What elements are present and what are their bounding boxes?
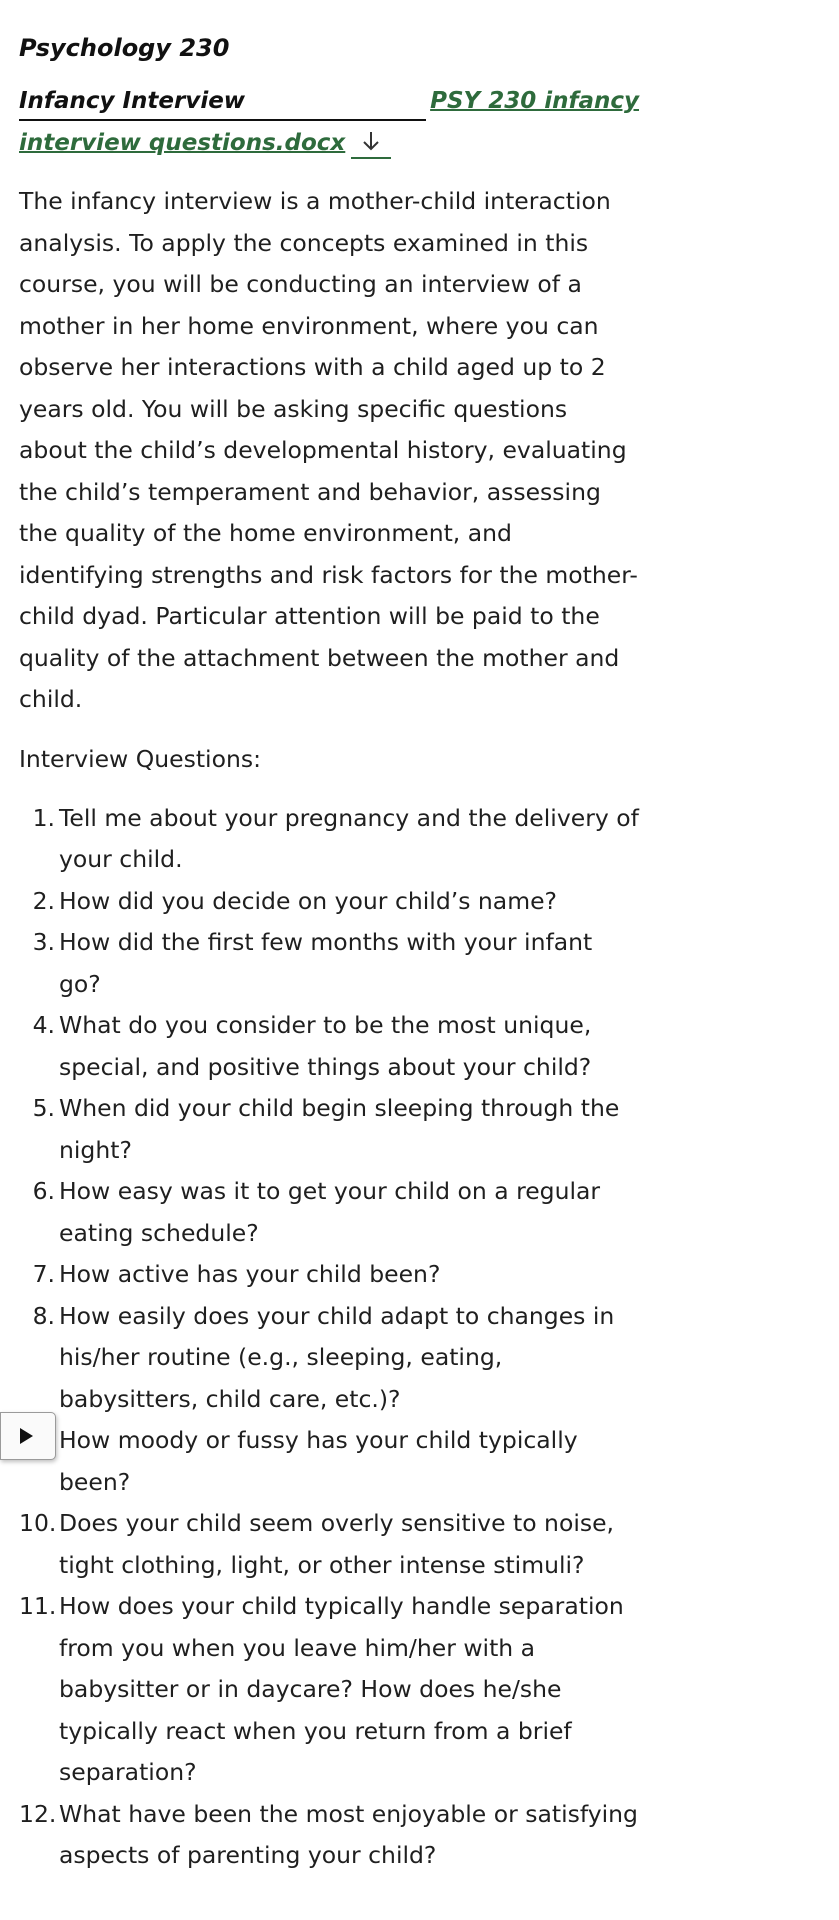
question-item <box>19 1005 639 1088</box>
question-number: 11. <box>19 1592 57 1620</box>
question-text: Does your child seem overly sensitive to noise, tight clothing, light, or other intense stimuli? <box>59 1509 615 1579</box>
play-triangle-icon <box>20 1428 33 1444</box>
course-title: Psychology 230 <box>19 34 230 62</box>
question-number: 6. <box>32 1177 55 1205</box>
question-item <box>19 1420 639 1503</box>
question-text: What have been the most enjoyable or satisfying aspects of parenting your child? <box>59 1799 638 1869</box>
download-icon[interactable] <box>351 127 391 159</box>
side-panel-toggle-button[interactable] <box>0 1412 56 1460</box>
questions-heading: Interview Questions: <box>19 744 262 773</box>
question-number: 3. <box>32 928 55 956</box>
attachment-link-row <box>19 123 639 163</box>
question-text: When did your child begin sleeping through the night? <box>59 1094 620 1164</box>
assignment-title: Infancy Interview <box>19 83 426 121</box>
question-number: 1. <box>32 803 55 832</box>
question-number: 5. <box>32 1094 55 1122</box>
question-number: 10. <box>19 1509 57 1537</box>
attachment-link[interactable]: PSY 230 infancy <box>430 88 639 114</box>
question-number: 8. <box>32 1301 55 1330</box>
question-item <box>19 881 639 923</box>
intro-paragraph: The infancy interview is a mother-child interaction analysis. To apply the concepts examined in this course, you will be conducting an interview of a mother in her home environment, where you can observe her interactions with a child aged up to 2 years old. You will be asking specific questions about the child’s developmental history, evaluating the child’s temperament and behavior, assessing the quality of the home environment, and identifying strengths and risk factors for the mother-child dyad. Particular attention will be paid to the quality of the attachment between the mother and child. <box>19 187 638 713</box>
question-number: 4. <box>32 1011 55 1039</box>
question-number: 12. <box>19 1799 57 1828</box>
question-item <box>19 1088 639 1171</box>
question-text: How easily does your child adapt to changes in his/her routine (e.g., sleeping, eating, babysitters, child care, etc.)? <box>59 1301 615 1413</box>
attachment-link-continued[interactable]: interview questions.docx <box>19 130 346 156</box>
question-number: 2. <box>32 886 55 915</box>
question-text: How easy was it to get your child on a regular eating schedule? <box>59 1177 601 1247</box>
question-number: 7. <box>32 1260 55 1288</box>
question-text: How did the first few months with your infant go? <box>59 928 593 998</box>
question-item <box>19 1296 639 1421</box>
question-text: How did you decide on your child’s name? <box>59 886 558 915</box>
document-page <box>19 28 639 1877</box>
question-text: Tell me about your pregnancy and the delivery of your child. <box>59 803 639 873</box>
question-item <box>19 922 639 1005</box>
question-item <box>19 1586 639 1794</box>
question-item <box>19 1171 639 1254</box>
download-arrow-icon <box>360 130 382 154</box>
question-list <box>19 798 639 1877</box>
question-text: How active has your child been? <box>59 1260 441 1288</box>
question-item <box>19 1794 639 1877</box>
question-text: How does your child typically handle separation from you when you leave him/her with a babysitter or in daycare? How does he/she typically react when you return from a brief separation? <box>59 1592 624 1786</box>
question-item <box>19 798 639 881</box>
question-item <box>19 1254 639 1296</box>
assignment-header <box>19 83 639 123</box>
question-item <box>19 1503 639 1586</box>
question-text: What do you consider to be the most unique, special, and positive things about your child? <box>59 1011 592 1081</box>
question-text: How moody or fussy has your child typically been? <box>59 1426 578 1496</box>
